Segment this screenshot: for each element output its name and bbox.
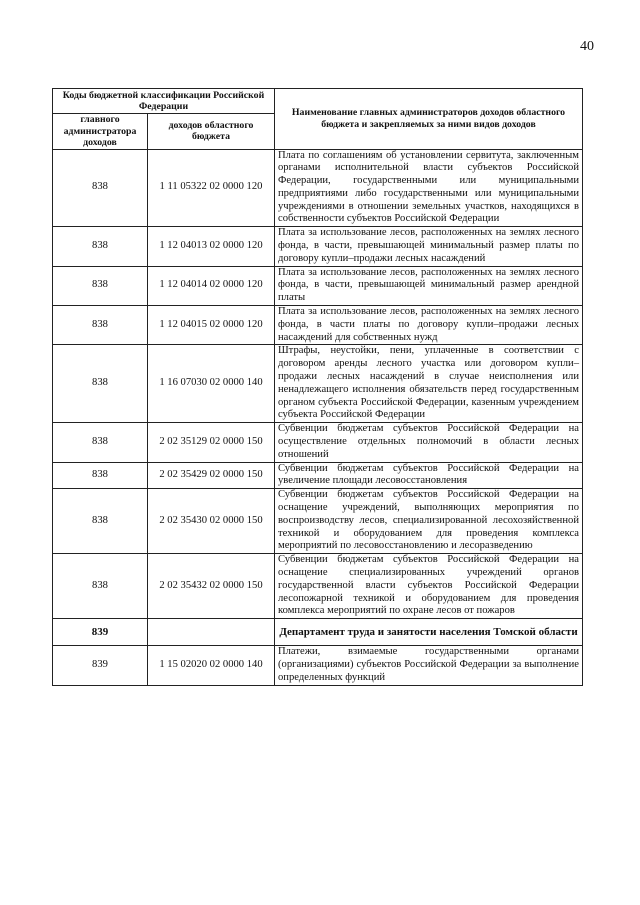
income-name: Штрафы, неустойки, пени, уплаченные в соответствии с договором аренды лесного участка или договором купли–продажи лесных насаждений в случае неисполнения или ненадлежащего исполнения обязательств перед государственным органом субъекта Российской Федерации, казенным учреждением субъекта Российской Федерации [275, 345, 583, 423]
income-code: 2 02 35129 02 0000 150 [148, 423, 275, 462]
table-row [53, 462, 583, 489]
admin-code: 838 [53, 554, 148, 619]
income-code: 1 12 04015 02 0000 120 [148, 306, 275, 345]
admin-code: 838 [53, 423, 148, 462]
income-code: 2 02 35430 02 0000 150 [148, 489, 275, 554]
admin-code: 838 [53, 345, 148, 423]
income-code: 2 02 35432 02 0000 150 [148, 554, 275, 619]
income-name: Плата за использование лесов, расположенных на землях лесного фонда, в части, превышающей минимальный размер арендной платы [275, 266, 583, 305]
income-code: 1 12 04013 02 0000 120 [148, 227, 275, 266]
admin-code: 838 [53, 306, 148, 345]
table-row [53, 266, 583, 305]
income-column-header: доходов областного бюджета [148, 114, 275, 150]
income-code: 1 12 04014 02 0000 120 [148, 266, 275, 305]
admin-code: 838 [53, 489, 148, 554]
codes-group-header: Коды бюджетной классификации Российской Федерации [53, 89, 275, 114]
income-name: Субвенции бюджетам субъектов Российской Федерации на оснащение специализированных учреждений органов государственной власти субъектов Российской Федерации лесопожарной техникой и оборудованием для проведения комплекса мероприятий по охране лесов от пожаров [275, 554, 583, 619]
income-name: Субвенции бюджетам субъектов Российской Федерации на осуществление отдельных полномочий в области лесных отношений [275, 423, 583, 462]
income-name: Плата по соглашениям об установлении сервитута, заключенным органами исполнительной власти субъектов Российской Федерации, государственными или муниципальными предприятиями либо государственными или муниципальными учреждениями в отношении земельных участков, находящихся в собственности субъектов Российской Федерации [275, 149, 583, 227]
income-name: Плата за использование лесов, расположенных на землях лесного фонда, в части платы по договору купли–продажи лесных насаждений для собственных нужд [275, 306, 583, 345]
income-code: 1 15 02020 02 0000 140 [148, 646, 275, 685]
budget-classification-table [52, 88, 583, 686]
table-row [53, 423, 583, 462]
income-code: 1 11 05322 02 0000 120 [148, 149, 275, 227]
income-name: Плата за использование лесов, расположенных на землях лесного фонда, в части, превышающей минимальный размер платы по договору купли–продажи лесных насаждений [275, 227, 583, 266]
table-row [53, 345, 583, 423]
admin-code: 838 [53, 266, 148, 305]
table-row [53, 227, 583, 266]
table-row [53, 489, 583, 554]
table-row [53, 306, 583, 345]
income-name: Субвенции бюджетам субъектов Российской Федерации на оснащение учреждений, выполняющих мероприятия по воспроизводству лесов, специализированной лесохозяйственной техникой и оборудованием для проведения комплекса мероприятий по лесовосстановлению и лесоразведению [275, 489, 583, 554]
admin-code: 838 [53, 227, 148, 266]
department-empty-cell [148, 619, 275, 646]
income-name: Субвенции бюджетам субъектов Российской Федерации на увеличение площади лесовосстановления [275, 462, 583, 489]
admin-code: 838 [53, 462, 148, 489]
table-row [53, 554, 583, 619]
department-admin-code: 839 [53, 619, 148, 646]
admin-code: 838 [53, 149, 148, 227]
department-name: Департамент труда и занятости населения Томской области [275, 619, 583, 646]
income-name: Платежи, взимаемые государственными органами (организациями) субъектов Российской Федерации за выполнение определенных функций [275, 646, 583, 685]
page-number: 40 [580, 39, 594, 54]
table-row [53, 646, 583, 685]
income-code: 2 02 35429 02 0000 150 [148, 462, 275, 489]
department-row [53, 619, 583, 646]
income-code: 1 16 07030 02 0000 140 [148, 345, 275, 423]
table-row [53, 149, 583, 227]
name-column-header: Наименование главных администраторов доходов областного бюджета и закрепляемых за ними видов доходов [275, 89, 583, 150]
admin-column-header: главного администратора доходов [53, 114, 148, 150]
admin-code: 839 [53, 646, 148, 685]
